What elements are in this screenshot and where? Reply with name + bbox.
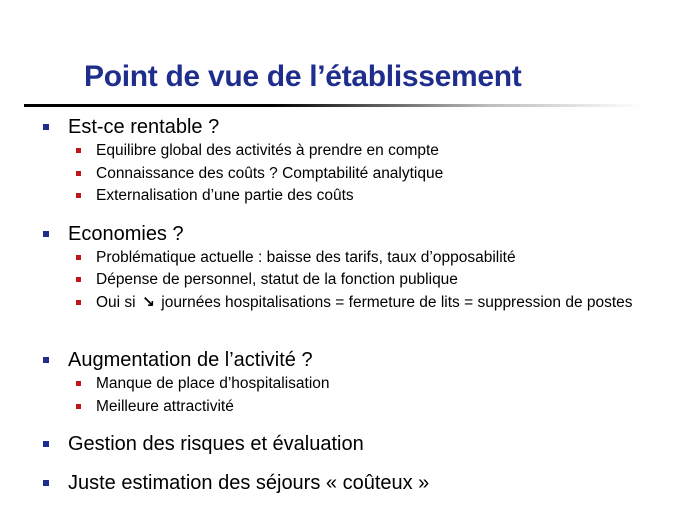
bullet-level1 <box>43 432 364 456</box>
bullet-level2 <box>76 164 443 184</box>
square-bullet-icon <box>43 231 49 237</box>
bullet-level2 <box>76 270 458 290</box>
bullet-level2 <box>76 397 234 417</box>
bullet-text-rest: journées hospitalisations = fermeture de lits = suppression de postes <box>161 294 633 311</box>
square-bullet-icon <box>76 148 81 153</box>
square-bullet-icon <box>76 381 81 386</box>
square-bullet-icon <box>43 357 49 363</box>
bullet-level1 <box>43 348 313 372</box>
bullet-text: Connaissance des coûts ? Comptabilité analytique <box>96 165 444 182</box>
bullet-text <box>96 293 656 313</box>
square-bullet-icon <box>76 255 81 260</box>
section-heading: Augmentation de l’activité ? <box>68 349 313 371</box>
bullet-level1 <box>43 471 429 495</box>
bullet-text: Dépense de personnel, statut de la fonction publique <box>96 271 458 288</box>
bullet-level2 <box>76 293 656 313</box>
square-bullet-icon <box>76 193 81 198</box>
bullet-level2 <box>76 248 516 268</box>
square-bullet-icon <box>76 404 81 409</box>
arrow-down-right-icon: ↘ <box>141 294 155 311</box>
square-bullet-icon <box>43 124 49 130</box>
bullet-text: Meilleure attractivité <box>96 398 234 415</box>
bullet-level2 <box>76 374 330 394</box>
bullet-text: Equilibre global des activités à prendre en compte <box>96 142 439 159</box>
bullet-level1 <box>43 115 219 139</box>
bullet-level2 <box>76 186 354 206</box>
square-bullet-icon <box>76 277 81 282</box>
slide-title: Point de vue de l’établissement <box>84 60 522 93</box>
bullet-text: Problématique actuelle : baisse des tarifs, taux d’opposabilité <box>96 249 516 266</box>
section-heading: Juste estimation des séjours « coûteux » <box>68 472 430 494</box>
section-heading: Est-ce rentable ? <box>68 116 220 138</box>
bullet-text-prefix: Oui si <box>96 294 136 311</box>
bullet-level2 <box>76 141 439 161</box>
bullet-text: Manque de place d’hospitalisation <box>96 375 330 392</box>
bullet-level1 <box>43 222 184 246</box>
square-bullet-icon <box>43 441 49 447</box>
bullet-text: Externalisation d’une partie des coûts <box>96 187 354 204</box>
section-heading: Economies ? <box>68 223 184 245</box>
section-heading: Gestion des risques et évaluation <box>68 433 364 455</box>
square-bullet-icon <box>76 300 81 305</box>
square-bullet-icon <box>76 171 81 176</box>
square-bullet-icon <box>43 480 49 486</box>
